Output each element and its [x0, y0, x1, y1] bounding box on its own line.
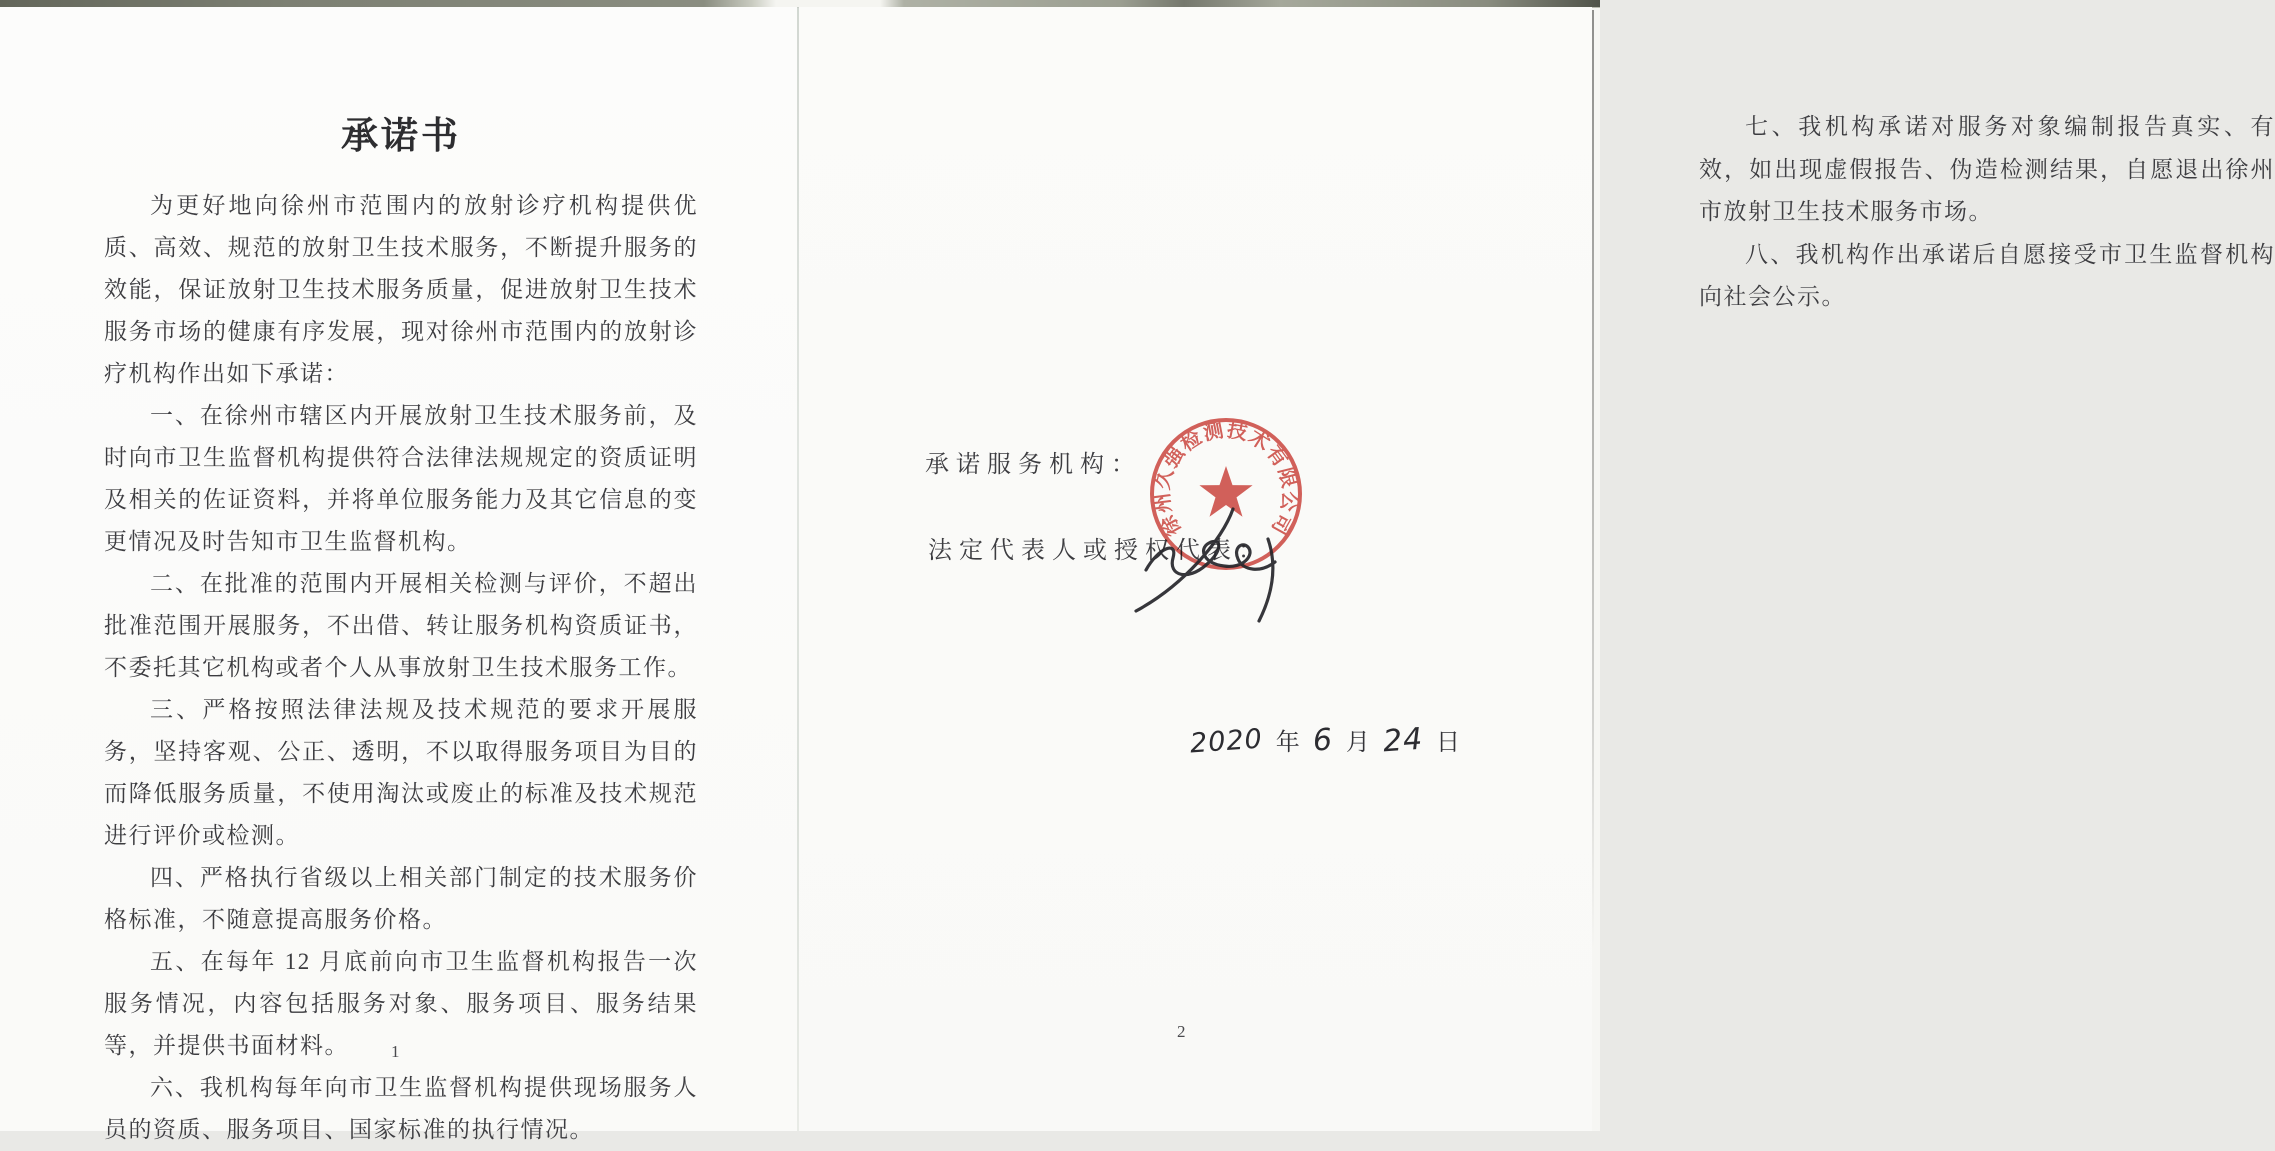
page-1-body: [104, 105, 698, 1151]
seal-company-name: 徐州久强检测技术有限公司: [1151, 419, 1301, 540]
date-day-handwritten: 24: [1381, 721, 1425, 760]
date-year-unit: 年: [1275, 730, 1300, 756]
date-month-unit: 月: [1345, 730, 1370, 756]
paragraph-7: 七、我机构承诺对服务对象编制报告真实、有效，如出现虚假报告、伪造检测结果，自愿退出徐州市放射卫生技术服务市场。: [1699, 114, 2275, 224]
legal-representative-label: 法定代表人或授权代表：: [928, 538, 1269, 564]
paragraph-4: 四、严格执行省级以上相关部门制定的技术服务价格标准，不随意提高服务价格。: [104, 865, 698, 932]
page-title: 承诺书: [341, 116, 461, 157]
date-day-unit: 日: [1436, 730, 1460, 756]
paragraph-5: 五、在每年 12 月底前向市卫生监督机构报告一次服务情况，内容包括服务对象、服务项目、服务结果等，并提供书面材料。: [104, 949, 698, 1058]
page-number-1: 1: [391, 1042, 400, 1061]
paragraph-6: 六、我机构每年向市卫生监督机构提供现场服务人员的资质、服务项目、国家标准的执行情况。: [104, 1075, 698, 1142]
representative-signature: [1128, 492, 1298, 634]
page-number-2: 2: [1177, 1022, 1186, 1041]
scan-edge-right: [1592, 10, 1594, 950]
date-year-handwritten: 2020: [1189, 723, 1264, 760]
intro-paragraph: 为更好地向徐州市范围内的放射诊疗机构提供优质、高效、规范的放射卫生技术服务，不断提升服务的效能，保证放射卫生技术服务质量，促进放射卫生技术服务市场的健康有序发展，现对徐州市范围内的放射诊疗机构作出如下承诺：: [104, 193, 698, 386]
paragraph-8: 八、我机构作出承诺后自愿接受市卫生监督机构向社会公示。: [1699, 241, 2275, 309]
commitment-date: [1190, 722, 1460, 758]
committing-organization-label: 承诺服务机构：: [925, 452, 1142, 478]
paragraph-2: 二、在批准的范围内开展相关检测与评价，不超出批准范围开展服务，不出借、转让服务机构资质证书，不委托其它机构或者个人从事放射卫生技术服务工作。: [104, 571, 698, 680]
page-1: [0, 7, 797, 1142]
page-2-body: [1699, 106, 2275, 319]
paragraph-3: 三、严格按照法律法规及技术规范的要求开展服务，坚持客观、公正、透明，不以取得服务项目为目的而降低服务质量，不使用淘汰或废止的标准及技术规范进行评价或检测。: [104, 697, 698, 848]
date-month-handwritten: 6: [1311, 722, 1335, 759]
paragraph-1: 一、在徐州市辖区内开展放射卫生技术服务前，及时向市卫生监督机构提供符合法律法规规定的资质证明及相关的佐证资料，并将单位服务能力及其它信息的变更情况及时告知市卫生监督机构。: [104, 403, 698, 554]
